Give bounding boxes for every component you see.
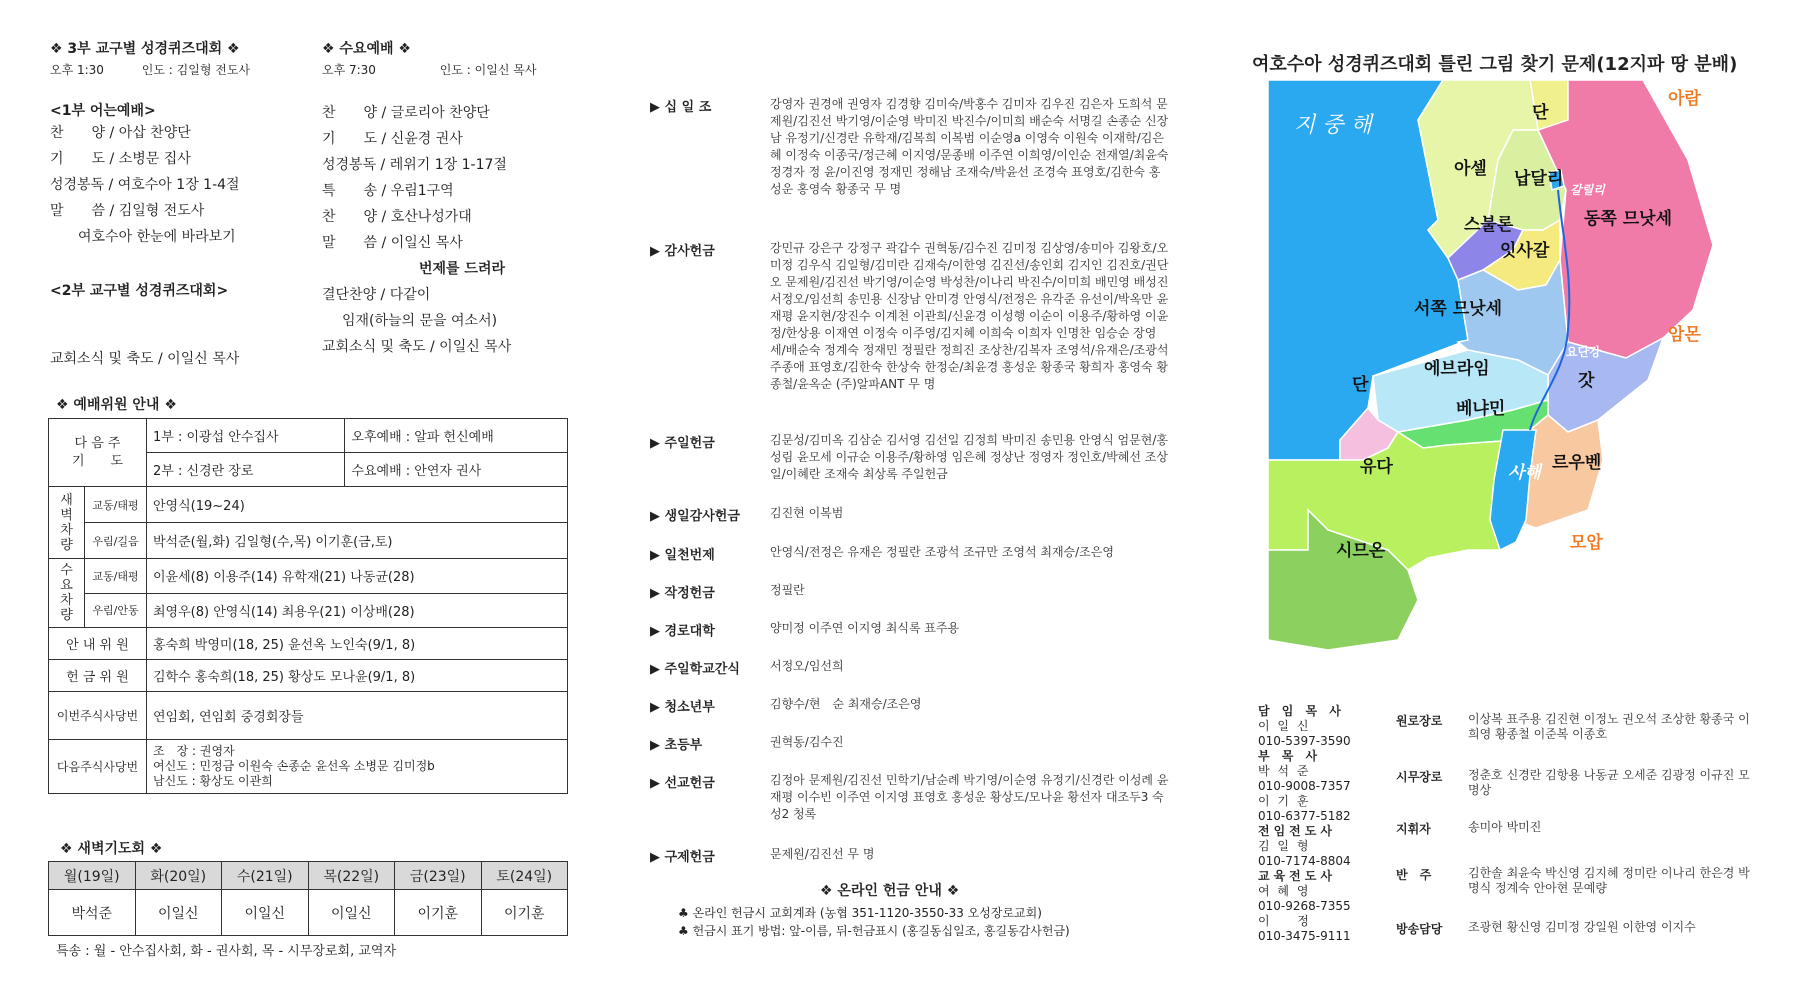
pastor-name: 여 혜 영 — [1258, 884, 1311, 898]
area-label: 교동/태평 — [85, 559, 147, 594]
offering-label: ▶ 주일헌금 — [650, 436, 715, 451]
elder-names: 조광현 황신영 김미정 강일원 이한영 이지수 — [1468, 920, 1696, 934]
offering-names: 강민규 강은구 강정구 곽갑수 권혁동/김수진 김미정 김상영/송미아 김왕호/오미정 김우식 김일형/김미란 김재숙/이한영 김진선/송인회 김지인 김진호/권단오 문제원/김진선 박기영/이순영 박성찬/이나리 박진수/이미희 배민영 배성진 서정오/임선희 송민용 신장남 안미경 안영식/전정은 유각준 유선이/박옥만 윤재평 윤지현/장진수 이계천 이관희/신윤경 이성행 이순이 이용주/황하영 이윤정/한상용 이재연 이정숙 이주영/김지혜 이희숙 이희자 인명찬 임승순 장영세/배순숙 정계숙 정재민 정필란 정희진 조상찬/김복자 조영석/유재은/조광석 주종애 표영호/김한숙 한상숙 한정순/최윤경 홍성운 황종국 황희자 홍영숙 황종철/윤옥순 (주)알파ANT 무 명 — [770, 241, 1169, 391]
order-item: 찬 양 / 아삽 찬양단 — [50, 125, 191, 141]
afternoon-worship — [50, 38, 290, 368]
region-label: 서쪽 므낫세 — [1414, 299, 1503, 319]
wednesday-worship-time: 오후 7:30 인도 : 이일신 목사 — [322, 63, 537, 77]
offering-label: ▶ 선교헌금 — [650, 776, 715, 791]
pastor-phone: 010-6377-5182 — [1258, 809, 1351, 823]
offering-label: ▶ 경로대학 — [650, 624, 715, 639]
sea-label: 지 중 해 — [1294, 113, 1372, 138]
staff-cell: 박석준(월,화) 김일형(수,목) 이기훈(금,토) — [147, 523, 568, 559]
area-label: 교동/태평 — [85, 487, 147, 523]
staff-cell: 김학수 홍숙희(18, 25) 황상도 모나윤(9/1, 8) — [147, 660, 568, 692]
tribes-map-svg — [1268, 80, 1720, 674]
order-item: 성경봉독 / 여호수아 1장 1-4절 — [50, 177, 240, 193]
day-cell: 수(21일) — [222, 862, 309, 890]
region-label: 스불론 — [1464, 215, 1514, 235]
wednesday-worship-title: ❖ 수요예배 ❖ — [322, 41, 411, 57]
elder-label: 원로장로 — [1396, 714, 1443, 728]
order-item: 말 씀 / 김일형 전도사 — [50, 203, 205, 219]
day-cell: 화(20일) — [135, 862, 222, 890]
pastor-name: 박 석 준 — [1258, 764, 1311, 778]
order-item: 기 도 / 신윤경 권사 — [322, 131, 463, 147]
region-label: 단 — [1532, 103, 1549, 123]
staff-cell: 오후예배 : 알파 헌신예배 — [345, 419, 568, 453]
wed-vehicle-label: 수요 차량 — [49, 559, 85, 628]
region-label: 유다 — [1360, 457, 1393, 477]
special-song-note: 특송 : 월 - 안수집사회, 화 - 권사회, 목 - 시무장로회, 교역자 — [56, 944, 397, 959]
offering-label: ▶ 일천번제 — [650, 548, 715, 563]
elder-label: 지휘자 — [1396, 822, 1431, 836]
region-label: 아셀 — [1454, 159, 1487, 179]
outer-region-label: 암몬 — [1668, 325, 1701, 345]
staff-cell: 연임회, 연임회 중경회장들 — [147, 692, 568, 740]
day-cell: 목(22일) — [308, 862, 395, 890]
pastor-phone: 010-9268-7355 — [1258, 899, 1351, 913]
region-label: 사해 — [1508, 463, 1541, 483]
closing-blessing: 교회소식 및 축도 / 이일신 목사 — [322, 339, 512, 355]
region-label: 에브라임 — [1424, 359, 1490, 379]
part1-heading: <1부 어는예배> — [50, 103, 156, 119]
pastor-title: 담 임 목 사 — [1258, 704, 1345, 718]
offering-label: ▶ 작정헌금 — [650, 586, 715, 601]
offering-label: ▶ 십 일 조 — [650, 100, 712, 115]
area-label: 우림/길음 — [85, 523, 147, 559]
offering-names: 김정아 문제원/김진선 민학기/남순례 박기영/이순영 유정기/신경란 이성례 윤재평 이수빈 이주연 이지영 표영호 홍성운 황상도/모나윤 황선자 대조두3 숙성2 청록 — [770, 773, 1169, 821]
leader-cell: 이기훈 — [395, 890, 482, 936]
pastor-title: 부 목 사 — [1258, 749, 1322, 763]
offering-names: 문제원/김진선 무 명 — [770, 847, 875, 861]
staff-cell: 수요예배 : 안연자 권사 — [345, 453, 568, 487]
part2-heading: <2부 교구별 성경퀴즈대회> — [50, 283, 229, 299]
closing-blessing: 교회소식 및 축도 / 이일신 목사 — [50, 351, 240, 367]
offering-label: ▶ 구제헌금 — [650, 850, 715, 865]
offering-names: 서정오/임선희 — [770, 659, 844, 673]
staff-cell: 2부 : 신경란 장로 — [147, 453, 345, 487]
pastor-name: 이 일 신 — [1258, 719, 1311, 733]
order-item: 특 송 / 우림1구역 — [322, 183, 454, 199]
next-week-meal-label: 다음주식사당번 — [49, 740, 147, 794]
elder-names: 정춘호 신경란 김항용 나동균 오세준 김광정 이규진 모명상 — [1468, 768, 1750, 797]
region-label: 갈릴리 — [1570, 183, 1605, 197]
staff-title: ❖ 예배위원 안내 ❖ — [56, 397, 177, 413]
order-item: 기 도 / 소병문 집사 — [50, 151, 191, 167]
pastor-phone: 010-9008-7357 — [1258, 779, 1351, 793]
offering-names: 안영식/전정은 유재은 정필란 조광석 조규만 조영석 최재승/조은영 — [770, 545, 1114, 559]
leader-cell: 이일신 — [308, 890, 395, 936]
leader-cell: 이일신 — [135, 890, 222, 936]
offering-names: 강영자 권경애 권영자 김경향 김미숙/박홍수 김미자 김우진 김은자 도희석 문제원/김진선 박기영/이순영 박미진 박진수/이미희 배순숙 서명길 손종순 신장남 유정기/신경란 유학재/김복희 이복범 이순영a 이영숙 이원숙 이재학/김은혜 이정숙 이종국/정근혜 이지영/문종배 이주연 이희영/이인순 전재열/최윤숙 정경자 정 윤/이진영 정재민 정해남 조재숙/박윤선 조경숙 표영호/김한숙 홍성운 홍영숙 황종국 무 명 — [770, 97, 1169, 196]
offering-names: 김진현 이복범 — [770, 506, 844, 520]
dawn-prayer-title: ❖ 새벽기도회 ❖ — [60, 841, 163, 857]
usher-label: 안 내 위 원 — [49, 628, 147, 660]
this-week-meal-label: 이번주식사당번 — [49, 692, 147, 740]
day-cell: 토(24일) — [481, 862, 568, 890]
leader-cell: 이일신 — [222, 890, 309, 936]
sermon-title: 번제를 드려라 — [418, 261, 506, 277]
tribes-map — [1268, 80, 1720, 674]
region-label: 시므온 — [1336, 541, 1386, 561]
order-item: 찬 양 / 글로리아 찬양단 — [322, 105, 490, 121]
pastor-phone: 010-3475-9111 — [1258, 929, 1351, 943]
order-item: 성경봉독 / 레위기 1장 1-17절 — [322, 157, 507, 173]
staff-cell: 안영식(19~24) — [147, 487, 568, 523]
offering-label: ▶ 초등부 — [650, 738, 703, 753]
online-offering-method: ♣ 헌금시 표기 방법: 앞-이름, 뒤-헌금표시 (홍길동십일조, 홍길동감사헌금) — [678, 924, 1070, 938]
wednesday-worship — [322, 38, 562, 360]
dawn-prayer-table — [48, 861, 568, 936]
pastor-name: 이 정 — [1258, 914, 1311, 928]
leader-cell: 이기훈 — [481, 890, 568, 936]
offering-names: 김향수/현 순 최재승/조은영 — [770, 697, 922, 711]
pastor-title: 교육전도사 — [1258, 869, 1336, 883]
outer-region-label: 모압 — [1570, 533, 1603, 553]
offering-label: ▶ 생일감사헌금 — [650, 509, 740, 524]
region-label: 요단강 — [1566, 345, 1601, 359]
offering-names: 김문성/김미옥 김삼순 김서영 김선일 김정희 박미진 송민용 안영식 엄문현/홍성림 윤모세 이규순 이용주/황하영 임은혜 정상난 정영자 정인호/박혜선 조상일/이혜란 조재숙 최상록 주일헌금 — [770, 433, 1168, 481]
region-label: 베냐민 — [1456, 399, 1506, 419]
dawn-vehicle-label: 새벽 차량 — [49, 487, 85, 559]
map-title: 여호수아 성경퀴즈대회 틀린 그림 찾기 문제(12지파 땅 분배) — [1252, 54, 1738, 75]
offering-label: ▶ 주일학교간식 — [650, 662, 740, 677]
afternoon-worship-title: ❖ 3부 교구별 성경퀴즈대회 ❖ — [50, 41, 240, 57]
pastor-phone: 010-5397-3590 — [1258, 734, 1351, 748]
region-label: 납달리 — [1514, 169, 1564, 189]
pastor-name: 이 기 훈 — [1258, 794, 1311, 808]
next-week-prayer-label: 다 음 주 기 도 — [49, 419, 147, 487]
closing-hymn-title: 임재(하늘의 문을 여소서) — [342, 313, 498, 329]
outer-region-label: 아람 — [1668, 89, 1701, 109]
region-label: 단 — [1352, 375, 1369, 395]
staff-cell: 조 장 : 권영자 여신도 : 민정금 이원숙 손종순 윤선옥 소병문 김미정b 남신도 : 황상도 이관희 — [147, 740, 568, 794]
elder-names: 송미아 박미진 — [1468, 820, 1542, 834]
day-cell: 금(23일) — [395, 862, 482, 890]
pastor-name: 김 일 형 — [1258, 839, 1311, 853]
order-item: 말 씀 / 이일신 목사 — [322, 235, 463, 251]
elder-label: 반 주 — [1396, 868, 1432, 882]
pastor-phone: 010-7174-8804 — [1258, 854, 1351, 868]
staff-cell: 홍숙희 박영미(18, 25) 윤선옥 노인숙(9/1, 8) — [147, 628, 568, 660]
offering-label: ▶ 청소년부 — [650, 700, 715, 715]
elder-label: 방송담당 — [1396, 922, 1443, 936]
staff-cell: 최영우(8) 안영식(14) 최용우(21) 이상배(28) — [147, 593, 568, 628]
offering-label: ▶ 감사헌금 — [650, 244, 715, 259]
elder-names: 이상복 표주용 김진현 이정노 권오석 조상한 황종국 이희영 황종철 이준복 이종호 — [1468, 712, 1750, 741]
region-label: 갓 — [1578, 371, 1595, 391]
afternoon-worship-time: 오후 1:30 인도 : 김일형 전도사 — [50, 63, 251, 77]
offering-names: 정필란 — [770, 583, 805, 597]
region-label: 르우벤 — [1552, 453, 1602, 473]
elder-names: 김한솔 최윤숙 박신영 김지혜 정미란 이나리 한은경 박명식 정계숙 안아현 문예량 — [1468, 866, 1750, 895]
offering-names: 양미정 이주연 이지영 최식록 표주용 — [770, 621, 960, 635]
day-cell: 월(19일) — [49, 862, 136, 890]
staff-cell: 1부 : 이광섭 안수집사 — [147, 419, 345, 453]
region-label: 동쪽 므낫세 — [1584, 209, 1673, 229]
order-item: 찬 양 / 호산나성가대 — [322, 209, 472, 225]
pastor-title: 전임전도사 — [1258, 824, 1336, 838]
leader-cell: 박석준 — [49, 890, 136, 936]
online-offering-title: ❖ 온라인 헌금 안내 ❖ — [820, 883, 960, 899]
sermon-title: 여호수아 한눈에 바라보기 — [78, 229, 236, 245]
offering-names: 권혁동/김수진 — [770, 735, 844, 749]
staff-table — [48, 418, 568, 794]
elder-label: 시무장로 — [1396, 770, 1443, 784]
area-label: 우림/안동 — [85, 593, 147, 628]
staff-cell: 이윤세(8) 이용주(14) 유학재(21) 나동균(28) — [147, 559, 568, 594]
order-item: 결단찬양 / 다같이 — [322, 287, 431, 303]
offering-committee-label: 헌 금 위 원 — [49, 660, 147, 692]
online-offering-account: ♣ 온라인 헌금시 교회계좌 (농협 351-1120-3550-33 오성장로교회) — [678, 906, 1042, 920]
region-label: 잇사갈 — [1500, 241, 1550, 261]
